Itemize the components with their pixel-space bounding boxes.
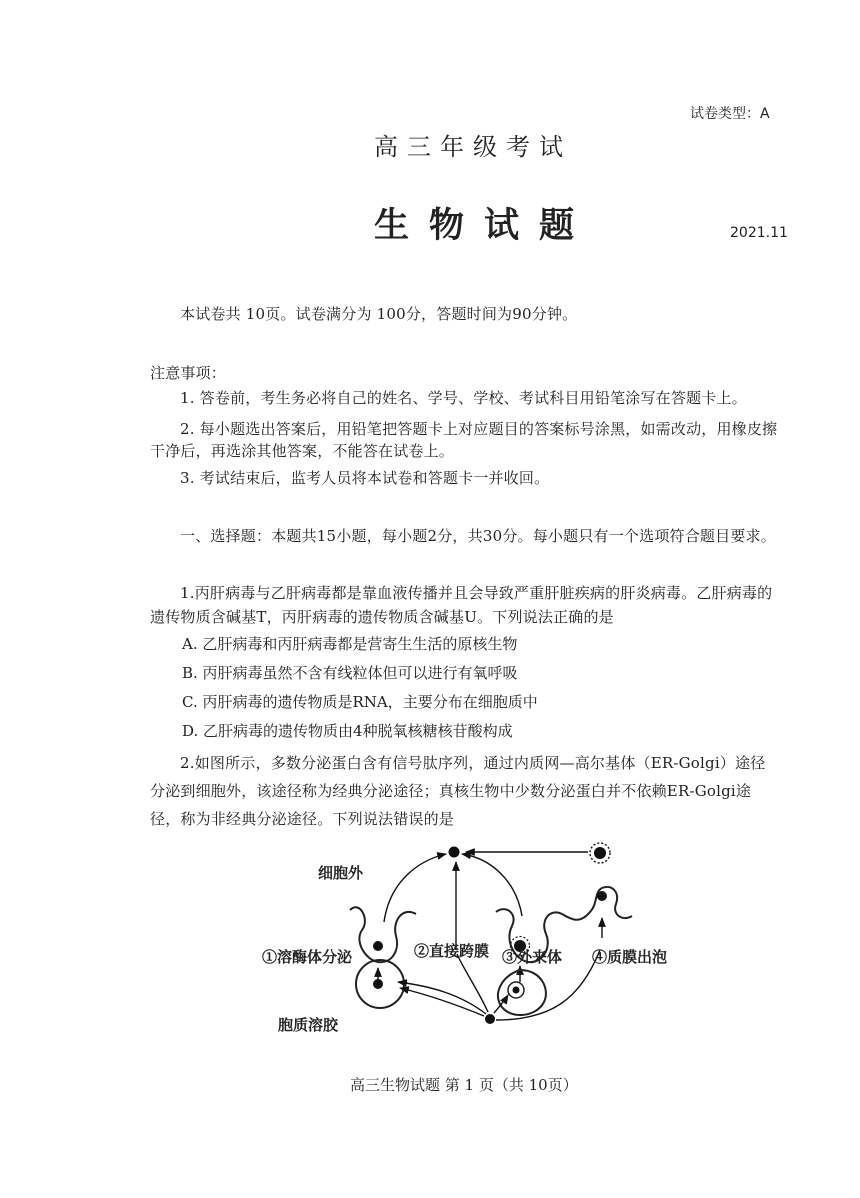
arrow-to-lysosome-2 (400, 988, 484, 1016)
plasma-membrane (350, 907, 416, 962)
arrow-to-direct (457, 954, 488, 1012)
label-cytosol: 胞质溶胶 (278, 1016, 339, 1034)
question-1-option-c: C. 丙肝病毒的遗传物质是RNA，主要分布在细胞质中 (182, 693, 538, 711)
question-2-stem: 2.如图所示，多数分泌蛋白含有信号肽序列，通过内质网—高尔基体（ER-Golgi）途径分泌到细胞外，该途径称为经典分泌途径；真核生物中少数分泌蛋白并不依赖ER-Golgi途径，称为非经典分泌途径。下列说法错误的是 (150, 754, 766, 828)
grade-title: 高三年级考试 (374, 133, 572, 161)
cytosolic-protein (485, 1014, 495, 1024)
label-path-4: ④质膜出泡 (592, 948, 668, 966)
secretion-pathway-diagram (250, 830, 700, 1040)
note-item-1: 1. 答卷前，考生务必将自己的姓名、学号、学校、考试科目用铅笔涂写在答题卡上。 (180, 389, 747, 407)
label-path-2: ②直接跨膜 (414, 942, 490, 960)
exam-date: 2021.11 (730, 225, 788, 241)
section-heading: 一、选择题：本题共15小题，每小题2分，共30分。每小题只有一个选项符合题目要求。 (180, 527, 776, 545)
question-1-option-d: D. 乙肝病毒的遗传物质由4种脱氧核糖核苷酸构成 (182, 722, 513, 740)
released-exosome (590, 843, 610, 863)
note-item-3: 3. 考试结束后，监考人员将本试卷和答题卡一并收回。 (180, 469, 550, 487)
lysosome (356, 960, 404, 1008)
page-footer: 高三生物试题 第 1 页（共 10页） (350, 1076, 578, 1094)
notes-title: 注意事项： (150, 364, 227, 382)
arrow-exosome-out (462, 854, 522, 916)
arrow-lysosome-out (384, 854, 446, 922)
label-path-3: ③外来体 (502, 948, 563, 966)
arrow-to-lysosome (398, 982, 486, 1014)
question-1-option-a: A. 乙肝病毒和丙肝病毒都是营寄生生活的原核生物 (182, 635, 518, 653)
intro-text: 本试卷共 10页。试卷满分为 100分，答题时间为90分钟。 (180, 305, 578, 323)
note-item-2: 2. 每小题选出答案后，用铅笔把答题卡上对应题目的答案标号涂黑，如需改动，用橡皮擦干净后，再选涂其他答案，不能答在试卷上。 (150, 420, 778, 460)
paper-type: 试卷类型：A (690, 106, 770, 122)
question-1-option-b: B. 丙肝病毒虽然不含有线粒体但可以进行有氧呼吸 (182, 664, 518, 682)
question-1-stem: 1.丙肝病毒与乙肝病毒都是靠血液传播并且会导致严重肝脏疾病的肝炎病毒。乙肝病毒的遗传物质含碱基T，丙肝病毒的遗传物质含碱基U。下列说法正确的是 (150, 584, 773, 626)
bleb-protein (597, 891, 607, 901)
multivesicular-body (498, 970, 546, 1015)
pocket-protein-1 (373, 941, 383, 951)
subject-title: 生物试题 (374, 205, 595, 246)
label-extracellular: 细胞外 (318, 864, 364, 882)
extracellular-protein (449, 847, 460, 858)
label-path-1: ①溶酶体分泌 (262, 948, 353, 966)
